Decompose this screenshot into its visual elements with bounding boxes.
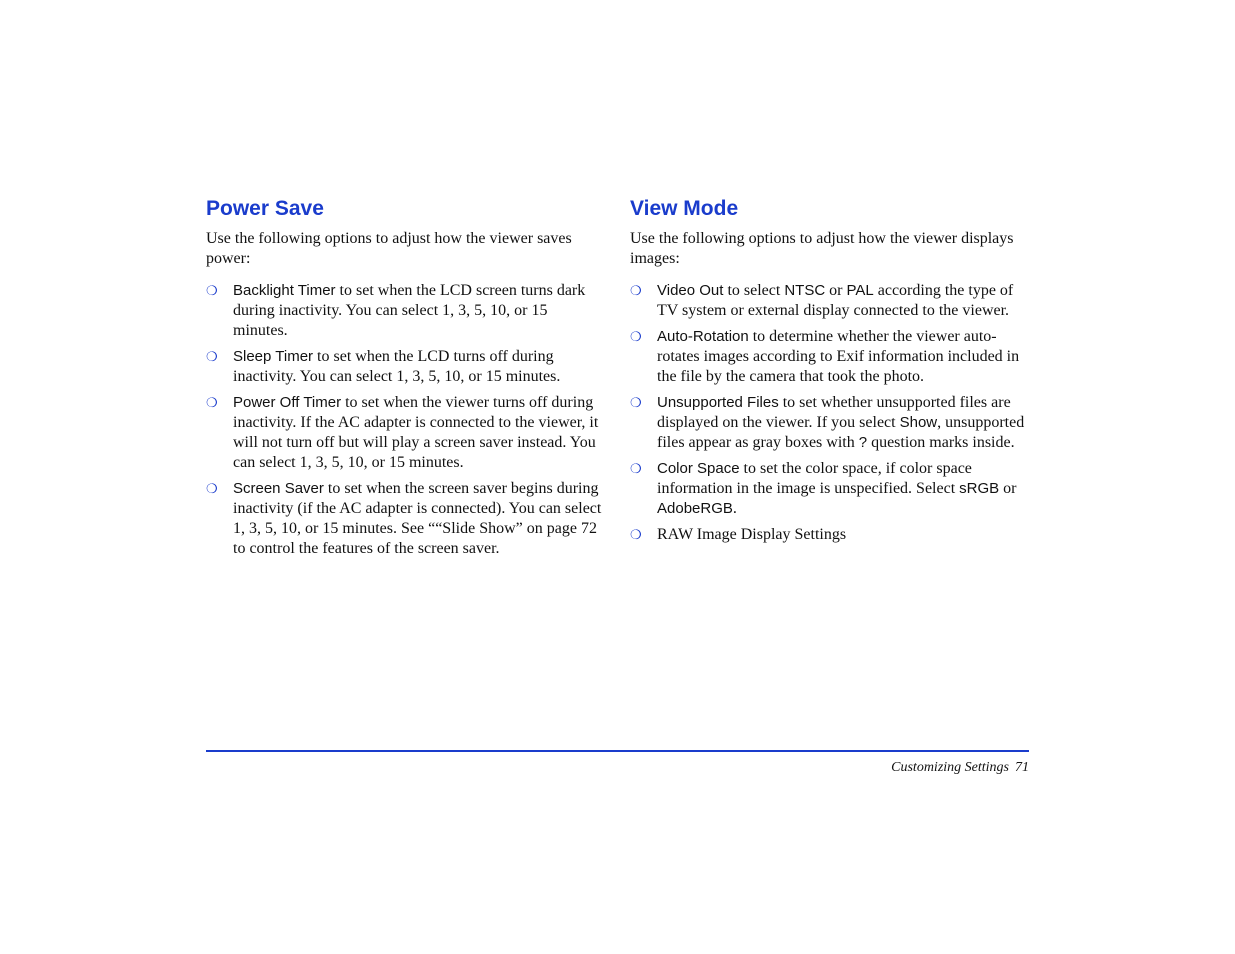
option-term: Backlight Timer — [233, 282, 336, 299]
page-number: 71 — [1015, 760, 1029, 775]
power-save-options — [206, 281, 606, 559]
value-pal: PAL — [846, 282, 874, 299]
option-screen-saver — [206, 479, 606, 559]
option-description: to set when the LCD turns off during inactivity. You can select 1, 3, 5, 10, or 15 minutes. — [233, 348, 561, 385]
option-description: or — [825, 282, 847, 299]
option-description: to set when the screen saver begins during inactivity (if the AC adapter is connected). You can select 1, 3, 5, 10, or 15 minutes. See ““Slide Show” on page 72 to control the features of the screen saver. — [233, 480, 602, 557]
option-description: to determine whether the viewer auto-rotates images according to Exif information included in the file by the camera that took the photo. — [657, 328, 1020, 385]
page-footer — [891, 760, 1029, 776]
option-description: to set whether unsupported files are displayed on the viewer. If you select — [657, 394, 1011, 431]
option-description: to set the color space, if color space information in the image is unspecified. Select — [657, 460, 972, 497]
view-mode-heading: View Mode — [630, 197, 739, 220]
view-mode-section — [630, 195, 1030, 551]
option-description: to select — [723, 282, 785, 299]
value-question-mark: ? — [858, 434, 868, 451]
bullet-icon: ❍ — [206, 481, 218, 496]
value-show: Show — [899, 414, 938, 431]
footer-divider — [206, 750, 1029, 752]
option-sleep-timer — [206, 347, 606, 387]
bullet-icon: ❍ — [206, 395, 218, 410]
option-raw-image-display — [630, 525, 1030, 545]
option-term: Video Out — [657, 282, 724, 299]
option-term: Sleep Timer — [233, 348, 314, 365]
option-term: Color Space — [657, 460, 740, 477]
option-description: according the type of TV system or external display connected to the viewer. — [657, 282, 1014, 319]
option-color-space — [630, 459, 1030, 519]
value-ntsc: NTSC — [784, 282, 826, 299]
bullet-icon: ❍ — [630, 461, 642, 476]
option-term: Screen Saver — [233, 480, 324, 497]
power-save-heading: Power Save — [206, 197, 324, 220]
option-auto-rotation — [630, 327, 1030, 387]
option-description: to set when the LCD screen turns dark during inactivity. You can select 1, 3, 5, 10, or 15 minutes. — [233, 282, 586, 339]
power-save-intro: Use the following options to adjust how the viewer saves power: — [206, 230, 572, 267]
option-description: . — [732, 500, 737, 517]
option-description: or — [999, 480, 1017, 497]
value-srgb: sRGB — [959, 480, 1000, 497]
view-mode-options — [630, 281, 1030, 545]
option-power-off-timer — [206, 393, 606, 473]
option-video-out — [630, 281, 1030, 321]
bullet-icon: ❍ — [206, 283, 218, 298]
bullet-icon: ❍ — [630, 395, 642, 410]
option-description: to set when the viewer turns off during inactivity. If the AC adapter is connected to the viewer, it will not turn off but will play a screen saver instead. You can select 1, 3, 5, 10, or 15 minutes. — [233, 394, 599, 471]
option-term: Power Off Timer — [233, 394, 342, 411]
option-term: Auto-Rotation — [657, 328, 749, 345]
view-mode-intro: Use the following options to adjust how the viewer displays images: — [630, 230, 1014, 267]
bullet-icon: ❍ — [630, 527, 642, 542]
option-unsupported-files — [630, 393, 1030, 453]
option-backlight-timer — [206, 281, 606, 341]
option-term: Unsupported Files — [657, 394, 779, 411]
option-description: RAW Image Display Settings — [657, 526, 847, 543]
bullet-icon: ❍ — [630, 283, 642, 298]
bullet-icon: ❍ — [206, 349, 218, 364]
power-save-section — [206, 195, 606, 565]
option-description: , unsupported files appear as gray boxes with — [657, 414, 1025, 451]
bullet-icon: ❍ — [630, 329, 642, 344]
option-description: question marks inside. — [867, 434, 1015, 451]
footer-section-title: Customizing Settings — [891, 760, 1009, 775]
value-adobergb: AdobeRGB — [657, 500, 733, 517]
